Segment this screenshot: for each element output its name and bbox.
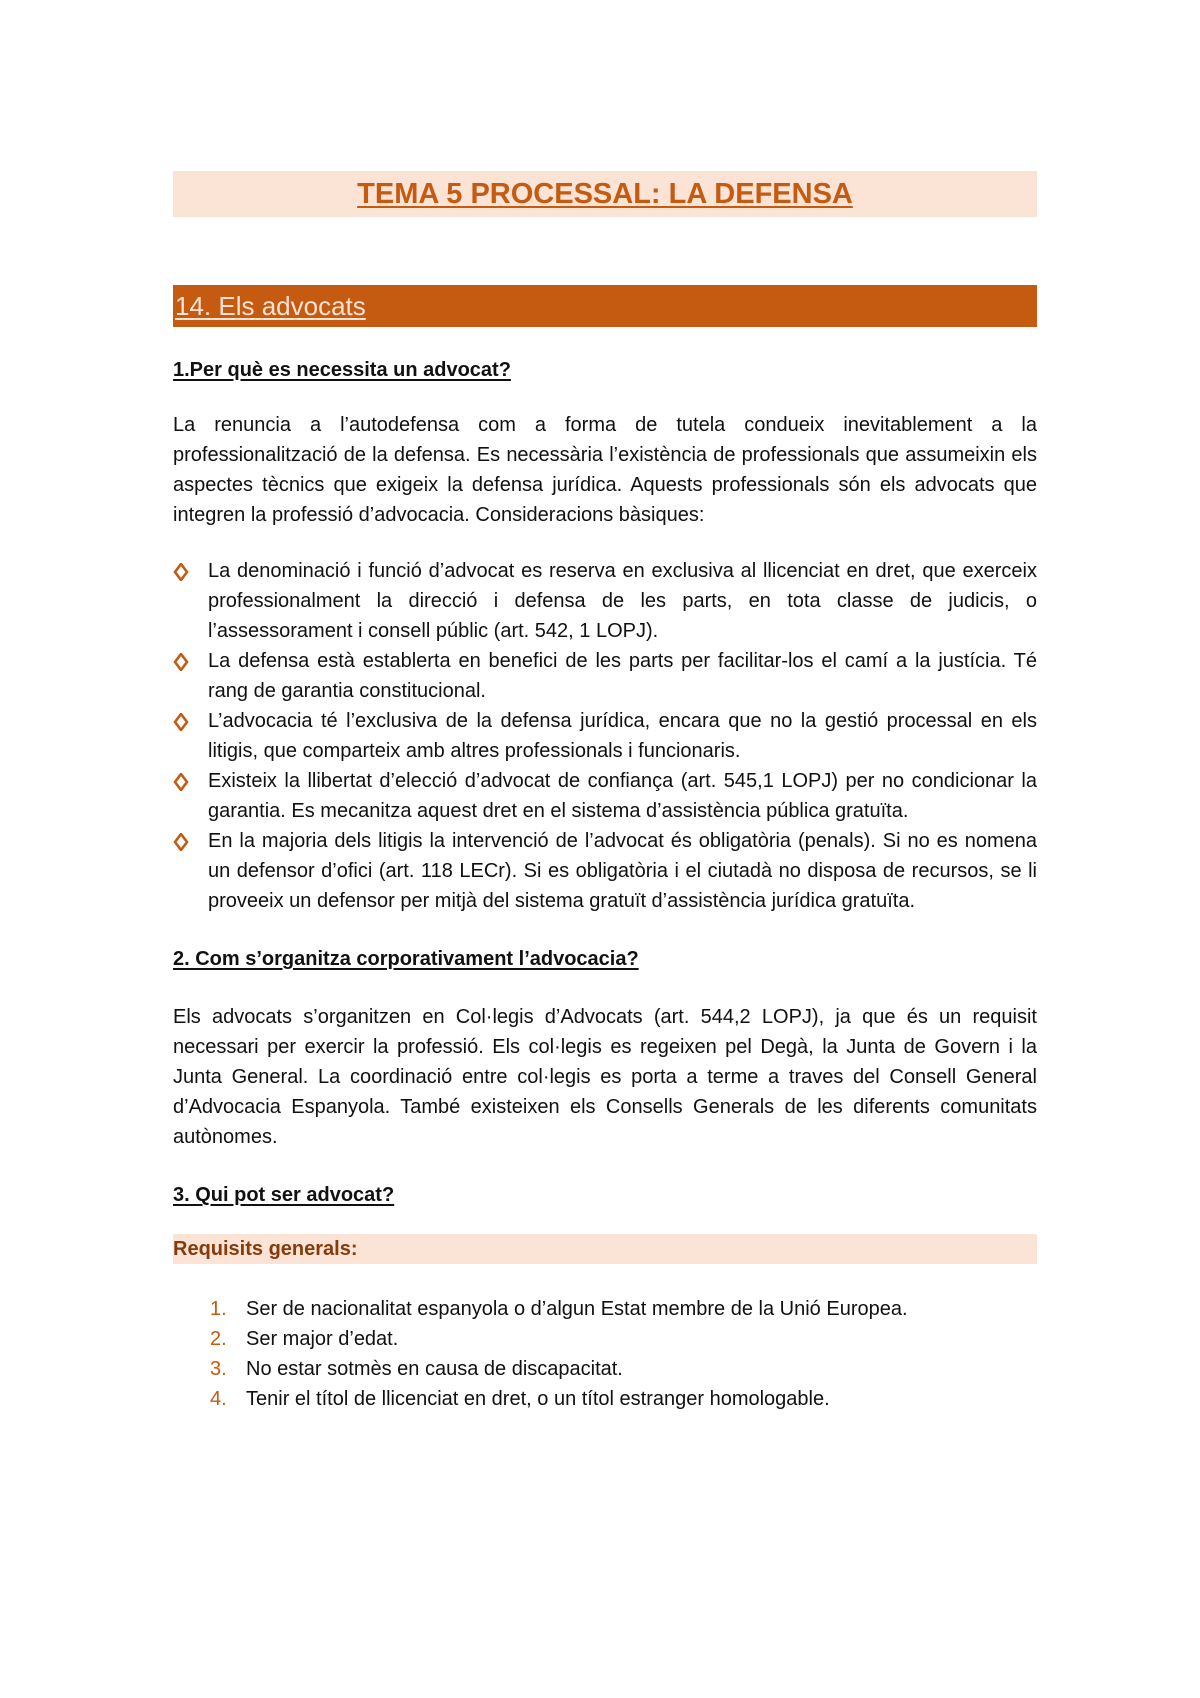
requirement-text: Tenir el títol de llicenciat en dret, o un títol estranger homologable. bbox=[246, 1388, 830, 1410]
requirements-subheading-band bbox=[173, 1234, 1037, 1264]
question-2-heading: 2. Com s’organitza corporativament l’advocacia? bbox=[173, 948, 639, 970]
requirement-text: No estar sotmès en causa de discapacitat. bbox=[246, 1358, 623, 1380]
document-title: TEMA 5 PROCESSAL: LA DEFENSA bbox=[357, 178, 853, 210]
section-heading: 14. Els advocats bbox=[175, 291, 366, 321]
requirements-subheading: Requisits generals: bbox=[173, 1238, 358, 1260]
diamond-outline-icon bbox=[173, 713, 189, 731]
section-band bbox=[173, 285, 1037, 327]
bullet-text: En la majoria dels litigis la intervenció de l’advocat és obligatòria (penals). Si no es nomena un defensor d’ofici (art. 118 LECr). Si es obligatòria i el ciutadà no disposa de recursos, se li proveeix un defensor per mitjà del sistema gratuït d’assistència jurídica gratuïta. bbox=[208, 830, 1037, 912]
requirement-number: 1. bbox=[210, 1298, 227, 1320]
question-1-intro: La renuncia a l’autodefensa com a forma de tutela condueix inevitablement a la professionalització de la defensa. Es necessària l’existència de professionals que assumeixin els aspectes tècnics que exigeix la defensa jurídica. Aquests professionals són els advocats que integren la professió d’advocacia. Consideracions bàsiques: bbox=[173, 414, 1037, 526]
question-1-bullet-list bbox=[173, 556, 1037, 916]
bullet-item bbox=[173, 556, 1037, 646]
diamond-outline-icon bbox=[173, 563, 189, 581]
diamond-outline-icon bbox=[173, 833, 189, 851]
requirement-item bbox=[173, 1324, 1037, 1354]
bullet-text: La defensa està establerta en benefici de les parts per facilitar-los el camí a la justícia. Té rang de garantia constitucional. bbox=[208, 650, 1037, 702]
document-content bbox=[173, 171, 1037, 1414]
requirement-item bbox=[173, 1384, 1037, 1414]
requirement-number: 4. bbox=[210, 1388, 227, 1410]
question-2-text: Els advocats s’organitzen en Col·legis d’Advocats (art. 544,2 LOPJ), ja que és un requisit necessari per exercir la professió. Els col·legis es regeixen pel Degà, la Junta de Govern i la Junta General. La coordinació entre col·legis es porta a terme a traves del Consell General d’Advocacia Espanyola. També existeixen els Consells Generals de les diferents comunitats autònomes. bbox=[173, 1006, 1037, 1148]
requirement-text: Ser de nacionalitat espanyola o d’algun Estat membre de la Unió Europea. bbox=[246, 1298, 908, 1320]
diamond-outline-icon bbox=[173, 653, 189, 671]
requirement-number: 3. bbox=[210, 1358, 227, 1380]
diamond-outline-icon bbox=[173, 773, 189, 791]
requirement-number: 2. bbox=[210, 1328, 227, 1350]
bullet-text: Existeix la llibertat d’elecció d’advocat de confiança (art. 545,1 LOPJ) per no condicionar la garantia. Es mecanitza aquest dret en el sistema d’assistència pública gratuïta. bbox=[208, 770, 1037, 822]
requirements-list bbox=[173, 1294, 1037, 1414]
bullet-item bbox=[173, 766, 1037, 826]
bullet-text: La denominació i funció d’advocat es reserva en exclusiva al llicenciat en dret, que exerceix professionalment la direcció i defensa de les parts, en tota classe de judicis, o l’assessorament i consell públic (art. 542, 1 LOPJ). bbox=[208, 560, 1037, 642]
requirement-text: Ser major d’edat. bbox=[246, 1328, 399, 1350]
bullet-item bbox=[173, 826, 1037, 916]
bullet-text: L’advocacia té l’exclusiva de la defensa jurídica, encara que no la gestió processal en els litigis, que comparteix amb altres professionals i funcionaris. bbox=[208, 710, 1037, 762]
requirement-item bbox=[173, 1294, 1037, 1324]
question-3-heading: 3. Qui pot ser advocat? bbox=[173, 1184, 395, 1206]
bullet-item bbox=[173, 646, 1037, 706]
question-1-heading: 1.Per què es necessita un advocat? bbox=[173, 359, 511, 381]
bullet-item bbox=[173, 706, 1037, 766]
title-band bbox=[173, 171, 1037, 217]
requirement-item bbox=[173, 1354, 1037, 1384]
